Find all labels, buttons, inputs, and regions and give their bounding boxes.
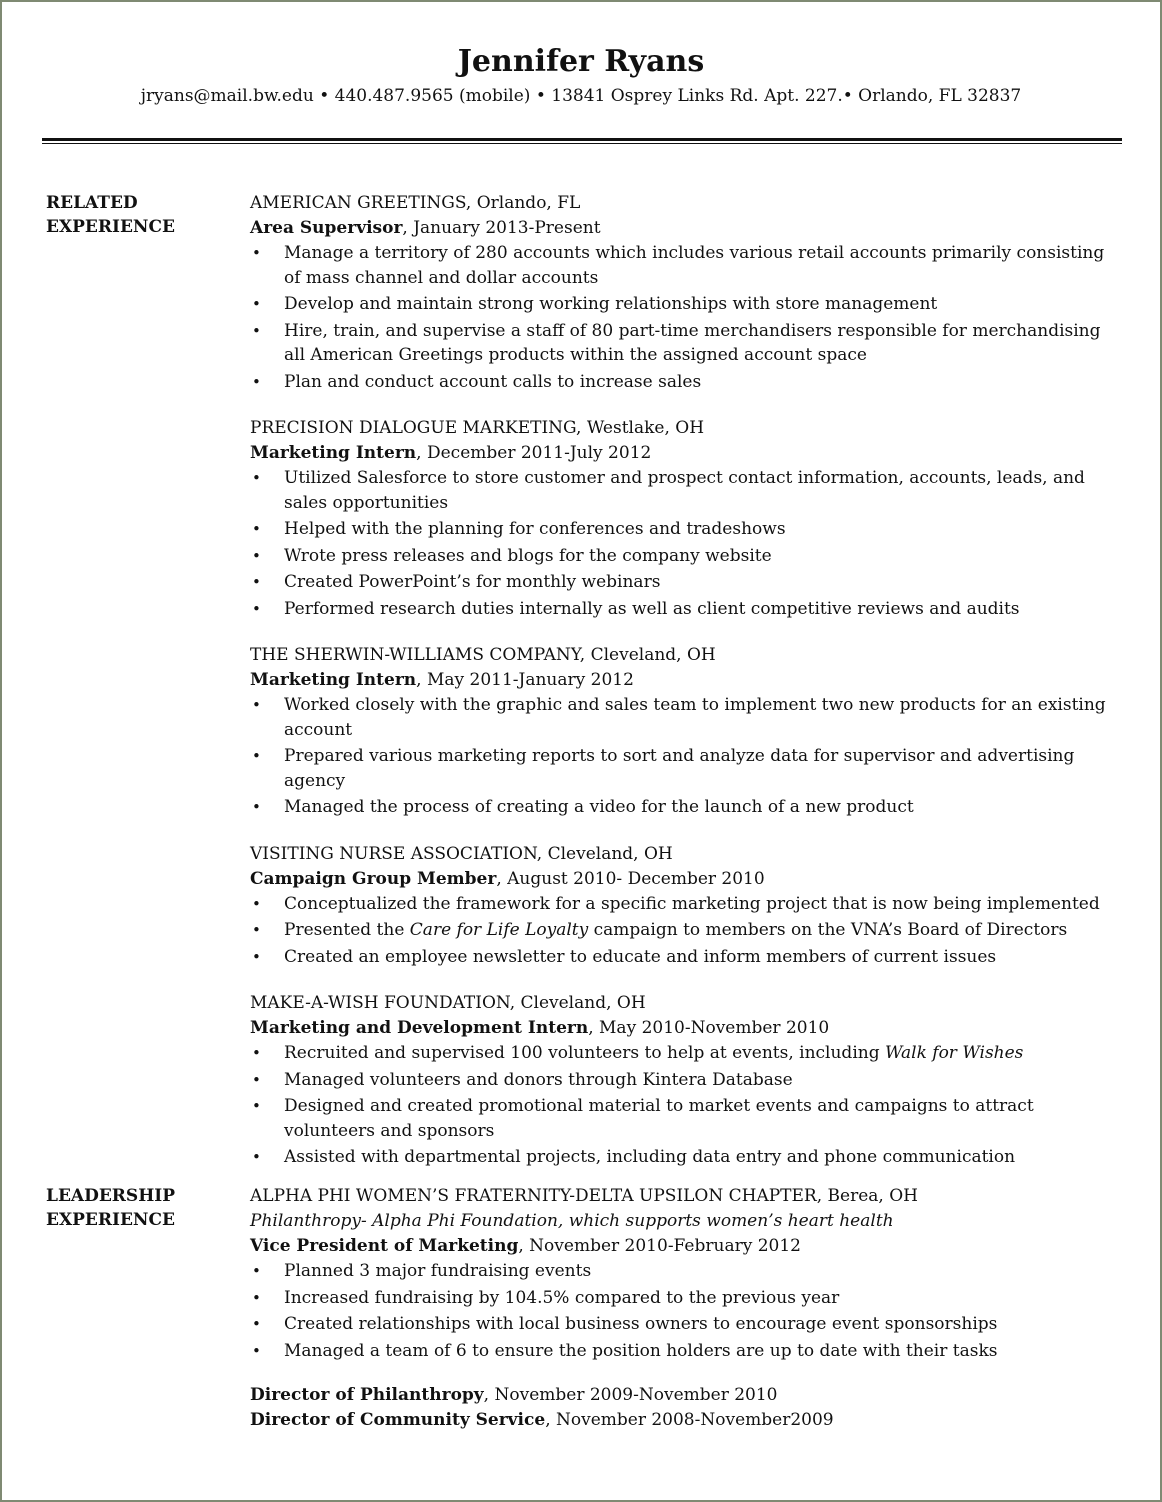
bullet-item: • Planned 3 major fundraising events xyxy=(250,1259,1110,1284)
bullet-item: • Wrote press releases and blogs for the company website xyxy=(250,544,1110,569)
organization: PRECISION DIALOGUE MARKETING, Westlake, OH xyxy=(250,418,705,438)
bullet-list xyxy=(250,1259,1110,1363)
bullet-item: • Designed and created promotional material to market events and campaigns to attract volunteers and sponsors xyxy=(250,1094,1110,1143)
bullet-item: • Created PowerPoint’s for monthly webinars xyxy=(250,570,1110,595)
job-role xyxy=(250,441,1110,466)
bullet-item: • Prepared various marketing reports to sort and analyze data for supervisor and advertising agency xyxy=(250,744,1110,793)
job-dates: , May 2011-January 2012 xyxy=(416,670,634,690)
leadership-entry xyxy=(250,1184,1110,1433)
organization: THE SHERWIN-WILLIAMS COMPANY, Cleveland, OH xyxy=(250,645,716,665)
experience-entry xyxy=(250,191,1110,394)
section-label-line: RELATED xyxy=(46,193,138,213)
job-role xyxy=(250,1234,1110,1259)
experience-entry xyxy=(250,416,1110,621)
resume-header xyxy=(2,40,1160,108)
bullet-item: • Created an employee newsletter to educate and inform members of current issues xyxy=(250,945,1110,970)
job-title: Marketing Intern xyxy=(250,443,417,463)
bullet-text: campaign to members on the VNA’s Board of Directors xyxy=(588,920,1068,940)
experience-entry xyxy=(250,643,1110,820)
organization: ALPHA PHI WOMEN’S FRATERNITY-DELTA UPSILON CHAPTER, Berea, OH xyxy=(250,1186,918,1206)
bullet-item: • Managed a team of 6 to ensure the position holders are up to date with their tasks xyxy=(250,1339,1110,1364)
job-title: Vice President of Marketing xyxy=(250,1236,519,1256)
bullet-item: • Created relationships with local business owners to encourage event sponsorships xyxy=(250,1312,1110,1337)
job-dates: , December 2011-July 2012 xyxy=(416,443,652,463)
job-dates: , November 2010-February 2012 xyxy=(518,1236,801,1256)
bullet-item: • Managed volunteers and donors through Kintera Database xyxy=(250,1068,1110,1093)
bullet-text: Recruited and supervised 100 volunteers to help at events, including xyxy=(284,1043,885,1063)
job-role xyxy=(250,668,1110,693)
bullet-item: • Increased fundraising by 104.5% compared to the previous year xyxy=(250,1286,1110,1311)
organization: AMERICAN GREETINGS, Orlando, FL xyxy=(250,193,581,213)
bullet-list xyxy=(250,241,1110,394)
bullet-item: • Plan and conduct account calls to increase sales xyxy=(250,370,1110,395)
bullet-emphasis: Care for Life Loyalty xyxy=(409,920,589,940)
bullet-item: • Assisted with departmental projects, including data entry and phone communication xyxy=(250,1145,1110,1170)
bullet-item: • Performed research duties internally as well as client competitive reviews and audits xyxy=(250,597,1110,622)
bullet-item: • Conceptualized the framework for a specific marketing project that is now being implemented xyxy=(250,892,1110,917)
bullet-emphasis: Walk for Wishes xyxy=(885,1043,1024,1063)
job-dates: , August 2010- December 2010 xyxy=(496,868,765,889)
bullet-list xyxy=(250,1041,1110,1170)
section-label-line: EXPERIENCE xyxy=(46,217,175,237)
job-role xyxy=(250,216,1110,241)
job-title: Director of Philanthropy xyxy=(250,1385,484,1405)
bullet-item: • Managed the process of creating a video for the launch of a new product xyxy=(250,795,1110,820)
section-label-line: EXPERIENCE xyxy=(46,1210,175,1230)
job-role xyxy=(250,1016,1110,1041)
header-divider xyxy=(42,138,1122,141)
bullet-item xyxy=(250,1041,1110,1066)
experience-entry xyxy=(250,991,1110,1170)
section-label-line: LEADERSHIP xyxy=(46,1186,176,1206)
job-dates: , November 2009-November 2010 xyxy=(483,1385,778,1405)
bullet-item: • Worked closely with the graphic and sales team to implement two new products for an existing account xyxy=(250,693,1110,742)
job-title: Marketing and Development Intern xyxy=(250,1018,589,1038)
bullet-item: • Manage a territory of 280 accounts which includes various retail accounts primarily consisting of mass channel and dollar accounts xyxy=(250,241,1110,290)
candidate-name: Jennifer Ryans xyxy=(457,44,705,79)
job-dates: , January 2013-Present xyxy=(402,218,601,238)
job-title: Area Supervisor xyxy=(250,218,403,238)
related-entries xyxy=(250,191,1110,1192)
job-dates: , November 2008-November2009 xyxy=(545,1410,834,1430)
bullet-item: • Utilized Salesforce to store customer and prospect contact information, accounts, leads, and sales opportunities xyxy=(250,466,1110,515)
bullet-list xyxy=(250,892,1110,970)
bullet-item: • Helped with the planning for conferences and tradeshows xyxy=(250,517,1110,542)
bullet-list xyxy=(250,693,1110,820)
experience-entry xyxy=(250,842,1110,970)
bullet-item: • Hire, train, and supervise a staff of 80 part-time merchandisers responsible for merchandising all American Greetings products within the assigned account space xyxy=(250,319,1110,368)
header-divider-thin xyxy=(42,143,1122,144)
job-role xyxy=(250,867,1110,892)
job-dates: , May 2010-November 2010 xyxy=(588,1018,830,1038)
bullet-list xyxy=(250,466,1110,621)
organization-note: Philanthropy- Alpha Phi Foundation, which supports women’s heart health xyxy=(250,1211,894,1231)
job-title: Director of Community Service xyxy=(250,1410,546,1430)
bullet-item xyxy=(250,918,1110,943)
contact-line: jryans@mail.bw.edu • 440.487.9565 (mobile) • 13841 Osprey Links Rd. Apt. 227.• Orlando, FL 32837 xyxy=(140,86,1022,106)
job-role xyxy=(250,1383,1110,1408)
section-label xyxy=(46,191,236,239)
job-title: Marketing Intern xyxy=(250,670,417,690)
organization: MAKE-A-WISH FOUNDATION, Cleveland, OH xyxy=(250,993,646,1013)
section-label xyxy=(46,1184,236,1232)
bullet-item: • Develop and maintain strong working relationships with store management xyxy=(250,292,1110,317)
bullet-text: Presented the xyxy=(284,920,410,940)
organization: VISITING NURSE ASSOCIATION, Cleveland, OH xyxy=(250,843,673,864)
job-role xyxy=(250,1408,1110,1433)
job-title: Campaign Group Member xyxy=(250,868,497,889)
